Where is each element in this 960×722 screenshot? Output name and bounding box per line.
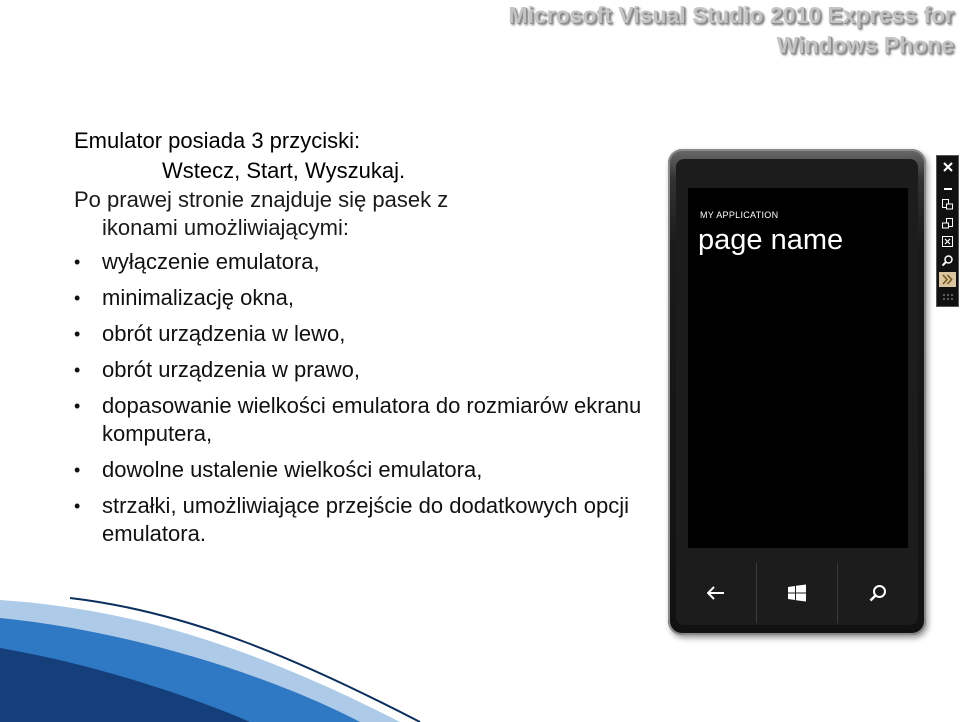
rotate-left-button[interactable] [939,197,956,213]
intro-line-1: Emulator posiada 3 przyciski: [74,128,361,153]
minimize-button[interactable] [939,178,956,194]
list-item [74,284,654,312]
list-item-text: obrót urządzenia w lewo, [102,321,346,346]
list-item-text: minimalizację okna, [102,285,294,310]
zoom-icon [941,254,954,267]
list-item-text: dowolne ustalenie wielkości emulatora, [102,457,483,482]
emulator-toolbar [936,155,959,307]
intro-line-2: Wstecz, Start, Wyszukaj. [162,158,406,183]
bullet-icon: • [74,324,81,344]
close-emulator-button[interactable] [939,159,956,175]
list-item [74,356,654,384]
list-item [74,456,654,484]
toolbar-description-line-2: ikonami umożliwiającymi: [102,215,349,240]
feature-list [74,248,654,548]
decorative-wave [0,570,960,722]
more-options-button[interactable] [939,272,956,288]
slide-title-line-2: Windows Phone [776,32,954,58]
toolbar-description [74,186,654,242]
close-icon [942,161,954,173]
fit-to-screen-icon [941,235,954,248]
grip-handle[interactable] [939,290,956,306]
zoom-button[interactable] [939,253,956,269]
bullet-icon: • [74,460,81,480]
phone-screen[interactable] [688,188,908,548]
bullet-icon: • [74,396,81,416]
rotate-right-icon [941,217,954,230]
app-title: MY APPLICATION [700,210,779,220]
rotate-left-icon [941,198,954,211]
slide-content [74,126,654,556]
page-name: page name [698,224,844,256]
bullet-icon: • [74,252,81,272]
list-item-text: wyłączenie emulatora, [102,249,320,274]
toolbar-description-line-1: Po prawej stronie znajduje się pasek z [74,187,449,212]
slide-title [508,0,954,60]
list-item [74,248,654,276]
list-item [74,320,654,348]
bullet-icon: • [74,496,81,516]
fit-to-screen-button[interactable] [939,234,956,250]
list-item-text: strzałki, umożliwiające przejście do dodatkowych opcji emulatora. [102,493,630,546]
list-item [74,492,654,548]
list-item-text: obrót urządzenia w prawo, [102,357,361,382]
bullet-icon: • [74,360,81,380]
grip-icon [942,292,954,304]
bullet-icon: • [74,288,81,308]
slide-title-line-1: Microsoft Visual Studio 2010 Express for [508,2,954,28]
rotate-right-button[interactable] [939,215,956,231]
list-item-text: dopasowanie wielkości emulatora do rozmiarów ekranu komputera, [102,393,642,446]
more-options-icon [941,273,954,286]
minimize-icon [942,180,954,192]
list-item [74,392,654,448]
